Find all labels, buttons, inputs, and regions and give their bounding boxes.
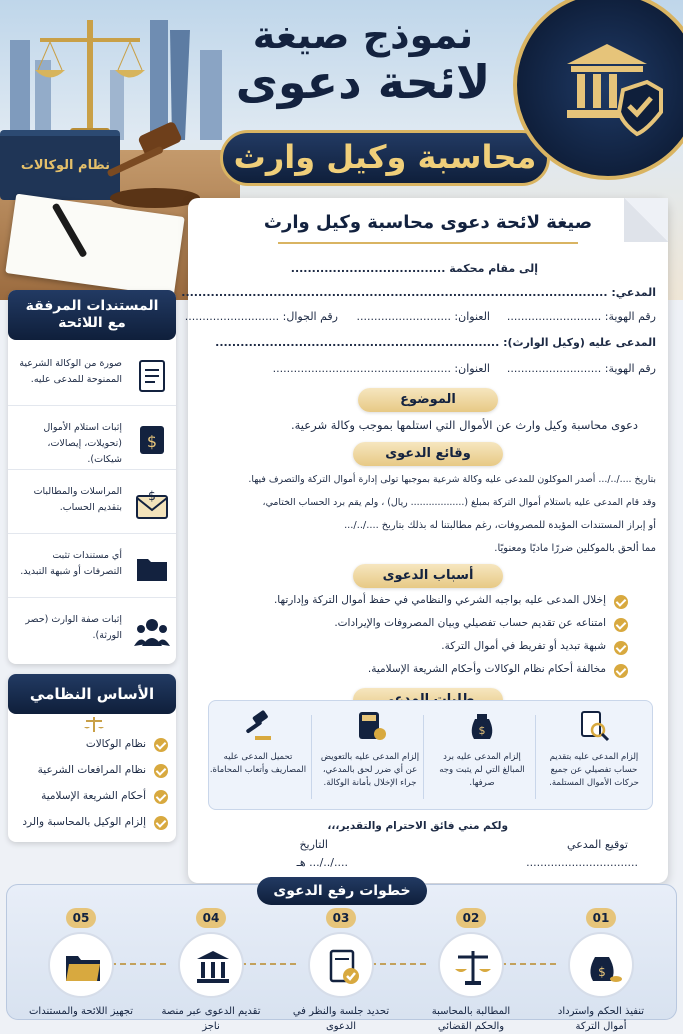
defendant-address: العنوان: ................................................... [272,362,490,375]
calculator-icon [353,709,387,743]
document-check-icon [323,947,363,987]
request-text: إلزام المدعى عليه بالتعويض عن أي ضرر لحق بالمدعي، جراء الإخلال بأمانة الوكالة. [320,752,420,788]
fact-line-1: بتاريخ ..../../... أصدر الموكلون للمدعى عليه وكالة شرعية بموجبها تولى إدارة أموال التركة والتصرف فيها. [248,474,656,485]
ground-4: مخالفة أحكام نظام الوكالات وأحكام الشريعة الإسلامية. [367,663,606,675]
attachment-text: إثبات صفة الوارث (حصر الورثة). [25,614,122,641]
justice-scale-icon [84,716,104,734]
date-line: ..../../... هـ [296,856,348,869]
folder-icon [134,550,170,586]
svg-text:$: $ [598,965,606,979]
divider [535,715,536,799]
step-number: 02 [456,908,486,928]
attachment-text: صورة من الوكالة الشرعية الممنوحة للمدعى عليه. [19,358,122,385]
attachments-panel [8,290,176,664]
title-pill: محاسبة وكيل وارث [220,130,550,186]
courthouse-icon [193,947,233,987]
court-line: إلى مقام محكمة ..................................... [290,262,538,275]
document-title: صيغة لائحة دعوى محاسبة وكيل وارث [263,212,593,233]
document-search-icon [577,709,611,743]
defendant-line: المدعى عليه (وكيل الوارث): .................................................................... [215,336,656,349]
request-item [432,709,532,790]
attachment-item [8,602,176,662]
step-number: 03 [326,908,356,928]
request-text: إلزام المدعى عليه بتقديم حساب تفصيلي عن جميع حركات الأموال المستلمة. [549,752,639,788]
request-item [320,709,420,790]
svg-text:$: $ [148,489,156,503]
step-number: 05 [66,908,96,928]
plaintiff-id: رقم الهوية: ........................... [506,310,656,323]
subject-text: دعوى محاسبة وكيل وارث عن الأموال التي استلمها بموجب وكالة شرعية. [290,418,638,432]
divider [423,715,424,799]
request-text: إلزام المدعى عليه برد المبالغ التي لم يثبت وجه صرفها. [439,752,525,788]
ground-3: شبهة تبديد أو تفريط في أموال التركة. [441,640,606,652]
signature-label: توقيع المدعي [567,838,628,851]
step-5 [26,907,136,1019]
attachment-text: أي مستندات تثبت التصرفات أو شبهة التبديد. [20,550,122,577]
fact-line-3: أو إبراز المستندات المؤيدة للمصروفات، رغم مطالبتنا له بذلك بتاريخ ..../../... [344,520,656,531]
justice-scale-icon [453,947,493,987]
plaintiff-address: العنوان: ........................... [356,310,490,323]
request-text: تحميل المدعى عليه المصاريف وأتعاب المحاماة. [209,752,307,775]
attachment-text: إثبات استلام الأموال (تحويلات، إيصالات، شيكات). [43,422,122,465]
request-item [208,709,308,777]
svg-text:$: $ [478,724,486,737]
legal-item-text: إلزام الوكيل بالمحاسبة والرد [22,816,146,828]
step-label: تجهيز اللائحة والمستندات [29,1006,133,1017]
check-icon [154,764,168,778]
subject-heading: الموضوع [358,388,498,412]
plaintiff-mobile: رقم الجوال: ........................... [184,310,338,323]
legal-item [38,764,166,776]
attachment-item [8,346,176,406]
requests-box [208,700,653,810]
step-4 [156,907,266,1034]
document-icon [134,358,170,394]
check-icon [614,595,628,609]
gavel-illustration [95,120,205,210]
title-underline [278,242,578,244]
request-item [544,709,644,790]
check-icon [614,641,628,655]
attachment-item [8,538,176,598]
check-icon [154,790,168,804]
defendant-id: رقم الهوية: ........................... [506,362,656,375]
lawsuit-document [181,198,668,883]
filing-steps [6,883,677,1032]
closing-line: ولكم مني فائق الاحترام والتقدير،،، [327,820,508,832]
ground-2: امتناعه عن تقديم حساب تفصيلي وبيان المصروفات والإيرادات. [334,617,606,629]
legal-item-text: نظام الوكالات [85,738,146,750]
gavel-icon [241,709,275,743]
step-number: 01 [586,908,616,928]
legal-item [86,738,166,750]
check-icon [154,816,168,830]
money-bag-icon [465,709,499,743]
step-2 [416,907,526,1034]
book-label: نظام الوكالات [20,158,110,173]
attachments-title: المستندات المرفقة مع اللائحة [8,290,176,340]
facts-heading: وقائع الدعوى [353,442,503,466]
legal-basis-title: الأساس النظامي [8,674,176,714]
legal-item-text: أحكام الشريعة الإسلامية [41,790,146,802]
step-label: المطالبة بالمحاسبة والحكم القضائي [431,1006,511,1032]
check-icon [154,738,168,752]
step-label: تنفيذ الحكم واسترداد أموال التركة [557,1006,645,1032]
check-icon [614,664,628,678]
title-line-1: نموذج صيغة [252,13,474,57]
check-icon [614,618,628,632]
fact-line-4: مما ألحق بالموكلين ضررًا ماديًا ومعنويًا. [494,543,656,554]
legal-item [41,790,166,802]
step-label: تحديد جلسة والنظر في الدعوى [292,1006,390,1032]
step-label: تقديم الدعوى عبر منصة ناجز [161,1006,261,1032]
money-coins-icon [583,947,623,987]
attachment-item [8,410,176,470]
step-1 [546,907,656,1034]
main-title [213,14,513,108]
envelope-money-icon [134,486,170,522]
step-number: 04 [196,908,226,928]
attachment-text: المراسلات والمطالبات بتقديم الحساب. [33,486,122,513]
date-label: التاريخ [299,838,328,851]
fact-line-2: وقد قام المدعى عليه باستلام أموال التركة بمبلغ (.................. ريال) ، ولم يقم برد الحساب الختامي، [262,497,656,508]
grounds-heading: أسباب الدعوى [353,564,503,588]
divider [311,715,312,799]
legal-item [22,816,166,828]
pen-illustration [40,200,100,270]
svg-text:$: $ [146,432,158,451]
step-3 [286,907,396,1034]
title-line-2: لائحة دعوى [235,55,491,109]
steps-title: خطوات رفع الدعوى [257,877,427,905]
people-group-icon [134,614,170,650]
legal-basis-panel [8,674,176,842]
legal-item-text: نظام المرافعات الشرعية [37,764,146,776]
ground-1: إخلال المدعى عليه بواجبه الشرعي والنظامي في حفظ أموال التركة وإدارتها. [273,594,606,606]
plaintiff-line: المدعي: ...................................................................................................... [181,286,656,299]
signature-line: ................................ [526,856,638,869]
folder-icon [63,947,103,987]
attachment-item [8,474,176,534]
courthouse-shield-icon [557,34,667,144]
receipt-dollar-icon [134,422,170,458]
